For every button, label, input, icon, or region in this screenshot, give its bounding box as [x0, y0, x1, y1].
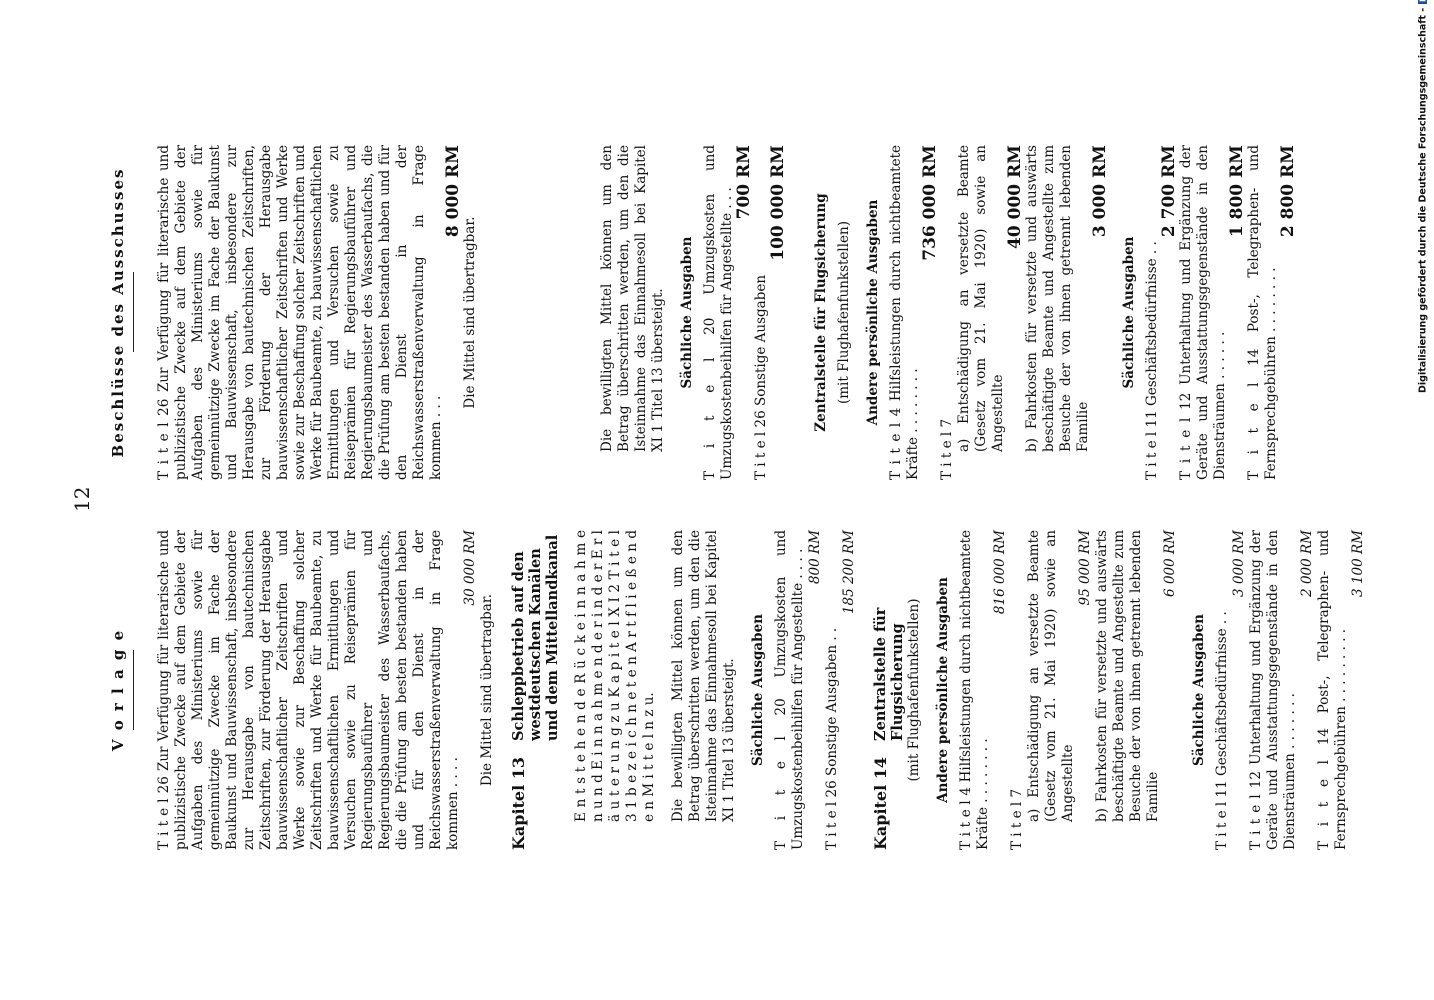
- titel-12-text: T i t e l 12 Unterhaltung und Ergänzung der Geräte und Ausstattungsgegenstände in den Diensträumen . . . . . .: [1178, 145, 1228, 480]
- titel-14-amount: 3 100 RM: [1350, 530, 1366, 597]
- dfg-watermark: [1414, 8, 1432, 393]
- titel-26-amount: 30 000 RM: [462, 530, 478, 606]
- kapitel-14-subtitle: (mit Flughafenfunkstellen): [836, 220, 852, 405]
- kapitel-14-title: Zentralstelle für Flugsicherung: [872, 607, 906, 741]
- titel-26-text: T i t e l 26 Zur Verfügung für literarische und publizistische Zwecke auf dem Gebiete der Aufgaben des Ministeriums sowie für gemeinnützige Zwecke im Fache der Baukunst und Bauwissenschaft, insbesondere zur Herausgabe von bautechnischen Zeitschriften, zur Förderung der Herausgabe bauwissenschaftlicher Zeitschriften und Werke sowie zur Beschaffung solcher Zeitschriften und Werke für Baubeamte, zu bauwissenschaftlichen Ermittlungen und Versuchen sowie zu Reiseprämien für Regierungsbauführer und Regierungsbaumeister des Wasserbaufachs, die die Prüfung am besten bestanden haben und für den Dienst in der Reichswasserstraßenverwaltung in Frage kommen . . . .: [156, 530, 461, 850]
- divider: [133, 273, 134, 353]
- watermark-text: Digitalisierung gefördert durch die Deutsche Forschungsgemeinschaft -: [1417, 7, 1429, 393]
- titel-11-text: T i t e l 11 Geschäftsbedürfnisse . .: [1214, 611, 1230, 850]
- kapitel-14-subtitle: (mit Flughafenfunkstellen): [906, 598, 922, 782]
- column-heading: V o r l a g e: [109, 628, 127, 752]
- divider: [133, 650, 134, 730]
- titel-7b-amount: 3 000 RM: [1090, 145, 1110, 238]
- titel-12-amount: 1 800 RM: [1227, 145, 1247, 238]
- kapitel-13-title: Schleppbetrieb auf den westdeutschen Kanälen und dem Mittellandkanal: [510, 534, 561, 741]
- kapitel-13-note: Die bewilligten Mittel können um den Betrag überschritten werden, um den die Isteinnahme das Einnahmesoll bei Kapitel XI 1 Titel 13 übersteigt.: [599, 145, 666, 452]
- kapitel-13-text: E n t s t e h e n d e R ü c k e i n n a h m e n u n d E i n n a h m e n d e r i n d e r E r l ä u t e r u n g z u K a p i t e l X I 2 T i t e l 3 1 b e z e i c h n e t e n A r t f l i e ß e n d e n M i t t e l n z u.: [573, 530, 657, 822]
- titel-26b-text: T i t e l 26 Sonstige Ausgaben: [753, 274, 769, 480]
- titel-26b-text: T i t e l 26 Sonstige Ausgaben . .: [824, 627, 840, 850]
- titel-26b-amount: 100 000 RM: [768, 145, 788, 261]
- titel-11-amount: 3 000 RM: [1231, 530, 1247, 597]
- kapitel-13-heading: [510, 530, 561, 850]
- titel-4-text: T i t e l 4 Hilfsleistungen durch nichtbeamtete Kräfte . . . . . . . .: [888, 145, 921, 480]
- column-vorlage: [110, 530, 1367, 850]
- kapitel-14-title: Zentralstelle für Flugsicherung: [813, 193, 829, 432]
- titel-20-text: T i t e l 20 Umzugskosten und Umzugskostenbeihilfen für Angestellte . . .: [702, 145, 735, 480]
- titel-7-label: T i t e l 7: [1009, 788, 1025, 850]
- titel-14-amount: 2 800 RM: [1278, 145, 1298, 238]
- titel-4-amount: 816 000 RM: [992, 530, 1008, 615]
- titel-4-amount: 736 000 RM: [920, 145, 940, 261]
- titel-7b-amount: 6 000 RM: [1162, 530, 1178, 597]
- kapitel-14-label: Kapitel 14: [871, 756, 890, 850]
- titel-7b-text: b) Fahrkosten für versetzte und auswärts beschäftigte Beamte und Angestellte zum Besuche der von ihnen getrennt lebenden Familie: [1024, 145, 1091, 452]
- titel-11-amount: 2 700 RM: [1159, 145, 1179, 238]
- titel-20-text: T i t e l 20 Umzugskosten und Umzugskostenbeihilfen für Angestellte . . . .: [773, 530, 806, 850]
- titel-26-note: Die Mittel sind übertragbar.: [462, 216, 478, 409]
- titel-14-text: T i t e l 14 Post-, Telegraphen- und Fernsprechgebühren . . . . . . . . .: [1316, 530, 1349, 850]
- section-heading: Sächliche Ausgaben: [1191, 613, 1207, 767]
- section-heading: Andere persönliche Ausgaben: [865, 199, 881, 426]
- column-beschluesse: [110, 145, 1297, 480]
- section-heading: Sächliche Ausgaben: [679, 236, 695, 389]
- page-number: 12: [70, 486, 94, 512]
- kapitel-13-label: Kapitel 13: [509, 756, 528, 850]
- titel-26b-amount: 185 200 RM: [841, 530, 857, 615]
- column-heading: Beschlüsse des Ausschusses: [109, 167, 127, 458]
- titel-20-amount: 700 RM: [734, 145, 754, 220]
- section-heading: Sächliche Ausgaben: [750, 613, 766, 767]
- titel-7a-amount: 40 000 RM: [1005, 145, 1025, 249]
- titel-4-text: T i t e l 4 Hilfsleistungen durch nichtbeamtete Kräfte . . . . . . . .: [958, 530, 991, 850]
- section-heading: Sächliche Ausgaben: [1121, 236, 1137, 389]
- titel-26-text: T i t e l 26 Zur Verfügung für literarische und publizistische Zwecke auf dem Gebiete der Aufgaben des Ministeriums sowie für gemeinnützige Zwecke im Fache der Baukunst und Bauwissenschaft, insbesondere zur Herausgabe von bautechnischen Zeitschriften, zur Förderung der Herausgabe bauwissenschaftlicher Zeitschriften und Werke sowie zur Beschaffung solcher Zeitschriften und Werke für Baubeamte, zu bauwissenschaftlichen Ermittlungen und Versuchen sowie zu Reiseprämien für Regierungsbauführer und Regierungsbaumeister des Wasserbaufachs, die die Prüfung am besten bestanden haben und für den Dienst in der Reichswasserstraßenverwaltung in Frage kommen . . .: [156, 145, 444, 480]
- titel-26-amount: 8 000 RM: [443, 145, 463, 238]
- titel-7b-text: b) Fahrkosten für versetzte und auswärts beschäftigte Beamte und Angestellte zum Besuche der von ihnen getrennt lebenden Familie: [1094, 530, 1161, 822]
- titel-20-amount: 800 RM: [807, 530, 823, 585]
- titel-7a-text: a) Entschädigung an versetzte Beamte (Gesetz vom 21. Mai 1920) sowie an Angestellte: [1026, 530, 1076, 822]
- titel-7-label: T i t e l 7: [939, 418, 955, 480]
- titel-12-text: T i t e l 12 Unterhaltung und Ergänzung der Geräte und Ausstattungsgegenstände in den Diensträumen . . . . . . .: [1248, 530, 1298, 850]
- kapitel-13-note: Die bewilligten Mittel können um den Betrag überschritten werden, um den die Isteinnahme das Einnahmesoll bei Kapitel XI 1 Titel 13 übersteigt.: [670, 530, 737, 822]
- kapitel-14-heading: [872, 530, 906, 850]
- titel-14-text: T i t e l 14 Post-, Telegraphen- und Fernsprechgebühren . . . . . . . .: [1246, 145, 1279, 480]
- titel-11-text: T i t e l 11 Geschäftsbedürfnisse . .: [1144, 241, 1160, 480]
- dfg-logo: [1419, 0, 1428, 4]
- titel-7a-text: a) Entschädigung an versetzte Beamte (Gesetz vom 21. Mai 1920) sowie an Angestellte: [956, 145, 1006, 452]
- section-heading: Andere persönliche Ausgaben: [935, 577, 951, 803]
- titel-26-note: Die Mittel sind übertragbar.: [479, 593, 495, 787]
- titel-12-amount: 2 000 RM: [1299, 530, 1315, 597]
- titel-7a-amount: 95 000 RM: [1077, 530, 1093, 606]
